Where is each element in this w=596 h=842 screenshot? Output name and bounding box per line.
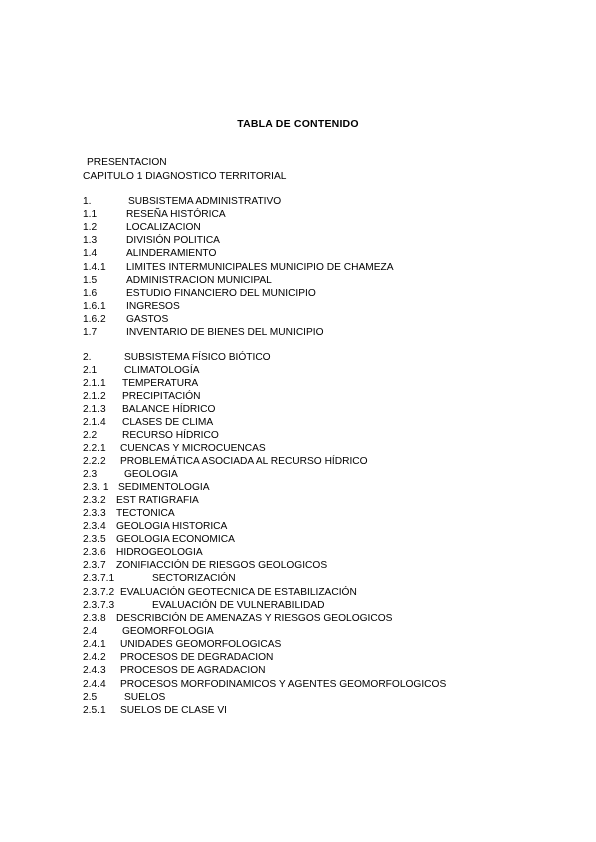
- toc-entry-text: UNIDADES GEOMORFOLOGICAS: [120, 639, 282, 650]
- toc-entry-number: 2.3.6: [83, 547, 106, 558]
- toc-entry-number: 2.2.2: [83, 456, 106, 467]
- toc-entry-number: 2.3.5: [83, 534, 106, 545]
- toc-entry-text: EST RATIGRAFIA: [116, 495, 199, 506]
- toc-entry-number: 1.1: [83, 209, 98, 220]
- toc-entry-number: 2.3.7.3: [83, 600, 115, 611]
- toc-entry-text: DIVISIÓN POLITICA: [126, 235, 220, 246]
- toc-entry-number: 1.3: [83, 235, 98, 246]
- toc-entry-number: 2.1.4: [83, 417, 106, 428]
- toc-entry-number: 1.4.1: [83, 262, 106, 273]
- toc-entry-text: CLASES DE CLIMA: [122, 417, 214, 428]
- toc-entry-text: BALANCE HÍDRICO: [122, 404, 216, 415]
- toc-entry-number: 1.2: [83, 222, 98, 233]
- toc-presentacion: PRESENTACION: [87, 157, 167, 168]
- toc-entry-text: GEOLOGIA HISTORICA: [116, 521, 228, 532]
- toc-entry-number: 1.7: [83, 327, 98, 338]
- toc-entry-text: GASTOS: [126, 314, 169, 325]
- toc-entry-number: 2.3.7: [83, 560, 106, 571]
- toc-entry-text: INGRESOS: [126, 301, 180, 312]
- toc-entry-number: 2.3.7.2: [83, 587, 115, 598]
- toc-entry-number: 1.5: [83, 275, 98, 286]
- toc-entry-text: TEMPERATURA: [122, 378, 199, 389]
- toc-entry-text: ESTUDIO FINANCIERO DEL MUNICIPIO: [126, 288, 316, 299]
- toc-entry-text: PROCESOS MORFODINAMICOS Y AGENTES GEOMORFOLOGICOS: [120, 679, 447, 690]
- toc-entry-text: SUBSISTEMA ADMINISTRATIVO: [128, 196, 282, 207]
- toc-capitulo: CAPITULO 1 DIAGNOSTICO TERRITORIAL: [83, 171, 287, 182]
- toc-entry-text: SEDIMENTOLOGIA: [118, 482, 210, 493]
- toc-entry-text: GEOLOGIA: [124, 469, 178, 480]
- toc-entry-number: 2.1.1: [83, 378, 106, 389]
- toc-entry-number: 2.2: [83, 430, 98, 441]
- toc-entry-number: 2.3.8: [83, 613, 106, 624]
- toc-entry-text: SUELOS DE CLASE VI: [120, 705, 228, 716]
- toc-entry-number: 1.: [83, 196, 92, 207]
- toc-entry-number: 2.5: [83, 692, 98, 703]
- toc-entry-text: GEOMORFOLOGIA: [122, 626, 214, 637]
- toc-entry-text: HIDROGEOLOGIA: [116, 547, 203, 558]
- toc-entry-text: ADMINISTRACION MUNICIPAL: [126, 275, 272, 286]
- toc-entry-text: SUBSISTEMA FÍSICO BIÓTICO: [124, 352, 271, 363]
- toc-entry-text: LOCALIZACION: [126, 222, 201, 233]
- toc-entry-text: EVALUACIÓN GEOTECNICA DE ESTABILIZACIÓN: [120, 587, 357, 598]
- toc-entry-number: 2.4: [83, 626, 98, 637]
- toc-entry-text: CUENCAS Y MICROCUENCAS: [120, 443, 266, 454]
- toc-entry-text: INVENTARIO DE BIENES DEL MUNICIPIO: [126, 327, 324, 338]
- toc-entry-text: DESCRIBCIÓN DE AMENAZAS Y RIESGOS GEOLOGICOS: [116, 613, 393, 624]
- toc-entry-number: 2.3.4: [83, 521, 106, 532]
- toc-entry-text: EVALUACIÓN DE VULNERABILIDAD: [152, 600, 325, 611]
- toc-entry-number: 2.3: [83, 469, 98, 480]
- toc-entry-number: 2.3.3: [83, 508, 106, 519]
- toc-entry-text: CLIMATOLOGÍA: [124, 365, 200, 376]
- toc-entry-number: 2.4.2: [83, 652, 106, 663]
- toc-entry-text: LIMITES INTERMUNICIPALES MUNICIPIO DE CHAMEZA: [126, 262, 394, 273]
- toc-entry-number: 2.4.4: [83, 679, 106, 690]
- toc-entry-number: 2.1.3: [83, 404, 106, 415]
- toc-entry-text: RESEÑA HISTÓRICA: [126, 209, 226, 220]
- toc-entry-text: PROBLEMÁTICA ASOCIADA AL RECURSO HÍDRICO: [120, 456, 368, 467]
- toc-entry-text: PROCESOS DE DEGRADACION: [120, 652, 274, 663]
- toc-entry-text: ZONIFIACCIÓN DE RIESGOS GEOLOGICOS: [116, 560, 328, 571]
- toc-entry-text: PRECIPITACIÓN: [122, 391, 201, 402]
- toc-entry-text: RECURSO HÍDRICO: [122, 430, 219, 441]
- toc-entry-text: TECTONICA: [116, 508, 175, 519]
- toc-entry-number: 2.1.2: [83, 391, 106, 402]
- toc-entry-number: 2.5.1: [83, 705, 106, 716]
- toc-entry-number: 2.: [83, 352, 92, 363]
- toc-entry-number: 1.4: [83, 248, 98, 259]
- toc-entry-number: 1.6.1: [83, 301, 106, 312]
- toc-entry-number: 2.4.1: [83, 639, 106, 650]
- toc-entry-text: SECTORIZACIÓN: [152, 573, 236, 584]
- toc-entry-number: 2.1: [83, 365, 98, 376]
- toc-entry-text: GEOLOGIA ECONOMICA: [116, 534, 235, 545]
- toc-entry-number: 2.2.1: [83, 443, 106, 454]
- toc-entry-number: 2.3.7.1: [83, 573, 115, 584]
- toc-entry-number: 1.6: [83, 288, 98, 299]
- toc-entry-number: 1.6.2: [83, 314, 106, 325]
- toc-entry-text: SUELOS: [124, 692, 166, 703]
- toc-entry-text: ALINDERAMIENTO: [126, 248, 217, 259]
- toc-entry-number: 2.3. 1: [83, 482, 109, 493]
- toc-title: TABLA DE CONTENIDO: [237, 118, 359, 130]
- toc-entry-number: 2.3.2: [83, 495, 106, 506]
- toc-entry-text: PROCESOS DE AGRADACION: [120, 665, 266, 676]
- toc-entry-number: 2.4.3: [83, 665, 106, 676]
